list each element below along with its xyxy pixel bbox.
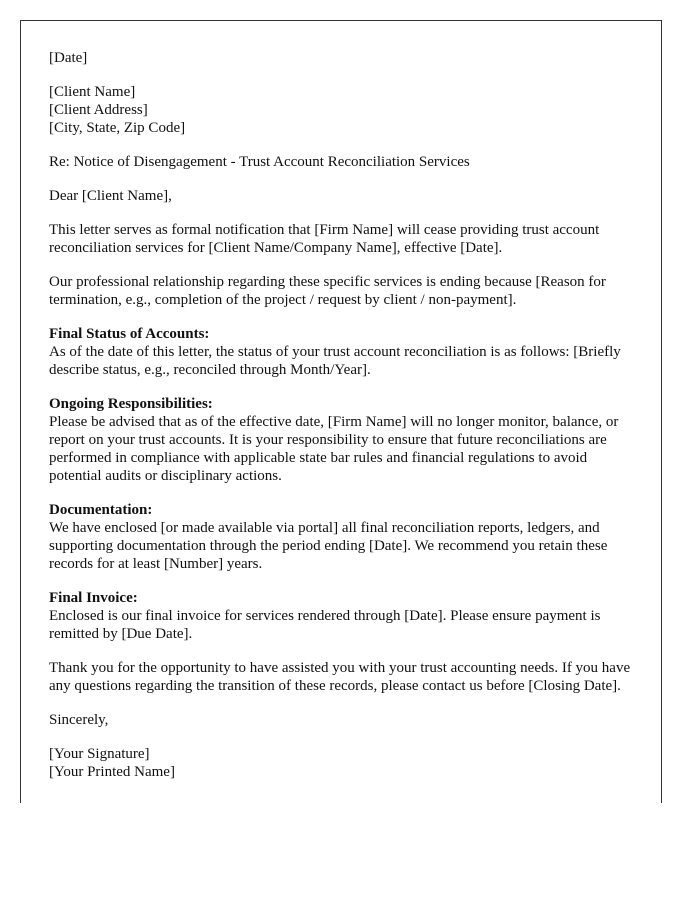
section-heading: Final Invoice:: [49, 590, 138, 606]
closing-paragraph: Thank you for the opportunity to have assisted you with your trust accounting needs. If you have any questions regarding the transition of these records, please contact us before [Closing Date].: [49, 660, 631, 694]
subject-line: Re: Notice of Disengagement - Trust Account Reconciliation Services: [49, 154, 470, 170]
recipient-name: [Client Name]: [49, 84, 136, 100]
section-final-invoice: [49, 589, 633, 643]
section-heading: Documentation:: [49, 502, 153, 518]
printed-name: [Your Printed Name]: [49, 764, 175, 780]
signature-block: [49, 745, 633, 781]
intro-paragraph: This letter serves as formal notification that [Firm Name] will cease providing trust account reconciliation services for [Client Name/Company Name], effective [Date].: [49, 222, 600, 256]
closing: Sincerely,: [49, 712, 109, 728]
recipient-block: [49, 83, 633, 137]
section-heading: Final Status of Accounts:: [49, 326, 210, 342]
section-body: Please be advised that as of the effective date, [Firm Name] will no longer monitor, balance, or report on your trust accounts. It is your responsibility to ensure that future reconciliations are performed in compliance with applicable state bar rules and financial regulations to avoid potential audits or disciplinary actions.: [49, 414, 619, 484]
signature: [Your Signature]: [49, 746, 150, 762]
recipient-city: [City, State, Zip Code]: [49, 120, 186, 136]
section-body: We have enclosed [or made available via portal] all final reconciliation reports, ledgers, and supporting documentation through the period ending [Date]. We recommend you retain these records for at least [Number] years.: [49, 520, 608, 572]
letter-date: [Date]: [49, 50, 88, 66]
section-final-status: [49, 325, 633, 379]
salutation: Dear [Client Name],: [49, 188, 172, 204]
recipient-address: [Client Address]: [49, 102, 148, 118]
letter-page: [20, 20, 662, 803]
section-body: Enclosed is our final invoice for services rendered through [Date]. Please ensure payment is remitted by [Due Date].: [49, 608, 601, 642]
section-ongoing-responsibilities: [49, 395, 633, 485]
section-documentation: [49, 501, 633, 573]
reason-paragraph: Our professional relationship regarding these specific services is ending because [Reason for termination, e.g., completion of the project / request by client / non-payment].: [49, 274, 606, 308]
section-body: As of the date of this letter, the status of your trust account reconciliation is as follows: [Briefly describe status, e.g., reconciled through Month/Year].: [49, 344, 621, 378]
section-heading: Ongoing Responsibilities:: [49, 396, 213, 412]
